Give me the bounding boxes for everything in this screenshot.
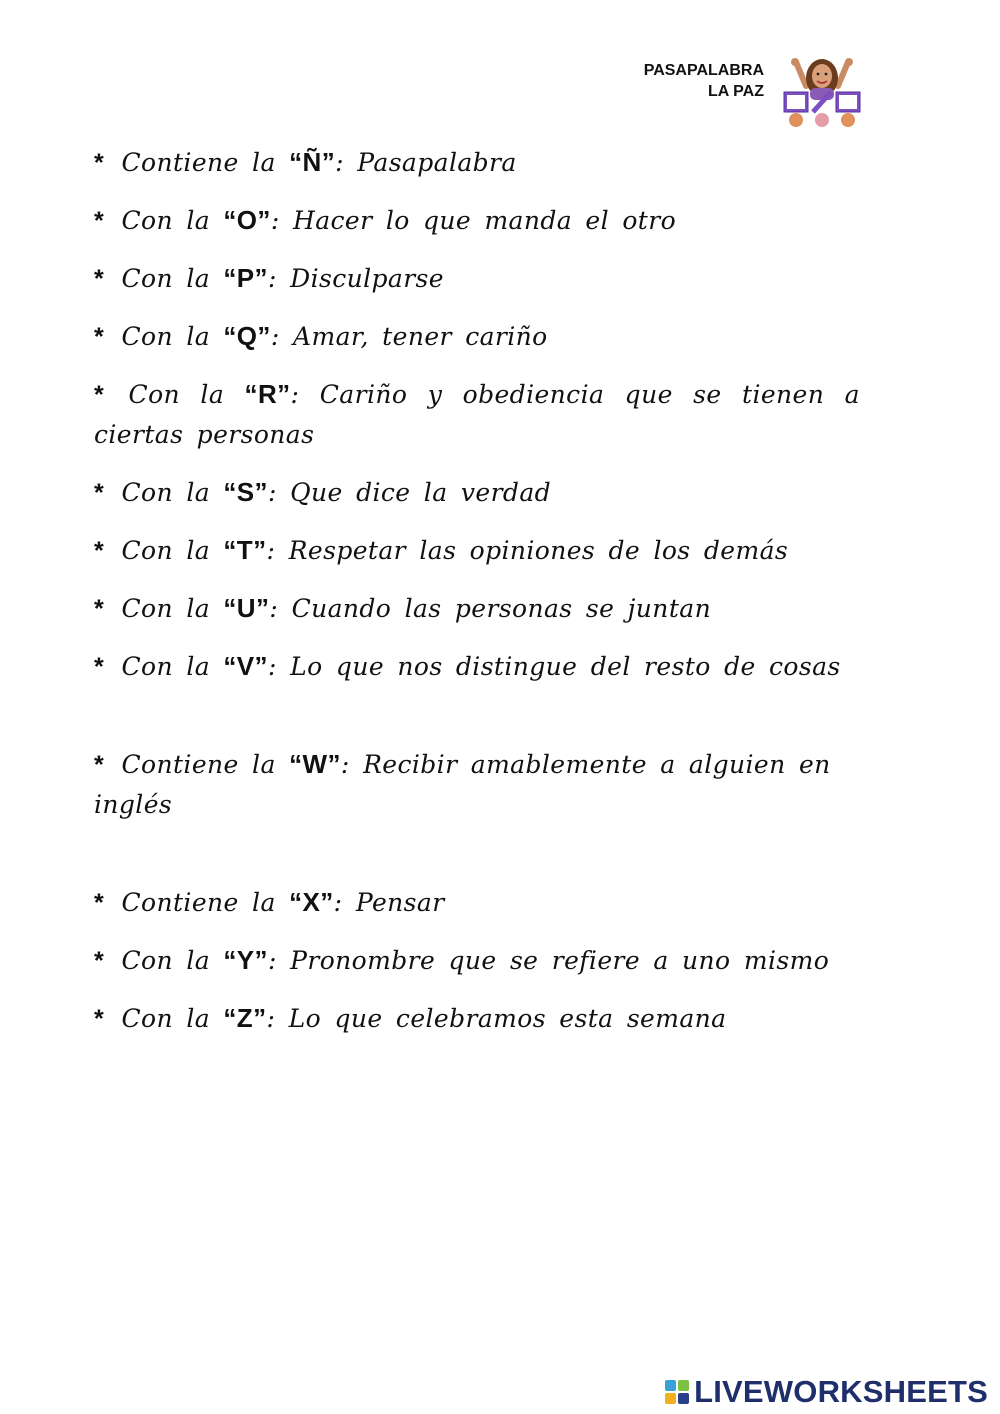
bullet-asterisk: * <box>94 595 105 623</box>
clue-letter: “Ñ” <box>289 147 336 177</box>
clue-prefix: Con la <box>121 322 211 351</box>
clue-text: Amar, tener cariño <box>293 322 548 351</box>
clue-text: Respetar las opiniones de los demás <box>288 536 789 565</box>
clue-text: Que dice la verdad <box>290 478 552 507</box>
header-title: PASAPALABRA <box>643 62 764 79</box>
clue-separator: : <box>340 750 350 779</box>
bullet-asterisk: * <box>94 889 105 917</box>
clue-letter: “R” <box>244 379 291 409</box>
clue-letter: “U” <box>223 593 270 623</box>
clue-separator: : <box>267 478 277 507</box>
bullet-asterisk: * <box>94 479 105 507</box>
clue-text: Recibir amablemente a alguien en inglés <box>94 750 831 819</box>
clue-list <box>94 142 860 1056</box>
bullet-asterisk: * <box>94 323 105 351</box>
clue-text: Cuando las personas se juntan <box>291 594 712 623</box>
clue-separator: : <box>270 322 280 351</box>
bullet-asterisk: * <box>94 537 105 565</box>
clue-text: Lo que nos distingue del resto de cosas <box>290 652 841 681</box>
clue-item <box>94 998 860 1039</box>
clue-item <box>94 142 860 183</box>
clue-letter: “V” <box>223 651 268 681</box>
clue-separator: : <box>267 652 277 681</box>
clue-item <box>94 316 860 357</box>
bullet-asterisk: * <box>94 207 105 235</box>
clue-item <box>94 200 860 241</box>
clue-prefix: Con la <box>121 536 211 565</box>
clue-item <box>94 744 860 825</box>
clue-text: Lo que celebramos esta semana <box>288 1004 727 1033</box>
clue-separator: : <box>335 148 344 177</box>
clue-prefix: Con la <box>128 380 225 409</box>
bullet-asterisk: * <box>94 265 105 293</box>
clue-letter: “O” <box>223 205 271 235</box>
bullet-asterisk: * <box>94 1005 105 1033</box>
clue-prefix: Con la <box>121 1004 211 1033</box>
clue-text: Pronombre que se refiere a uno mismo <box>290 946 830 975</box>
clue-item <box>94 258 860 299</box>
clue-prefix: Con la <box>121 946 211 975</box>
clue-separator: : <box>266 1004 276 1033</box>
clue-text: Pensar <box>355 888 445 917</box>
clue-separator: : <box>290 380 300 409</box>
bitmoji-woman-cheering-icon <box>782 56 862 128</box>
clue-prefix: Con la <box>121 264 211 293</box>
clue-letter: “Z” <box>223 1003 267 1033</box>
clue-letter: “S” <box>223 477 268 507</box>
liveworksheets-brand: LIVEWORKSHEETS <box>694 1374 988 1409</box>
bullet-asterisk: * <box>94 751 105 779</box>
clue-item <box>94 530 860 571</box>
clue-item <box>94 472 860 513</box>
liveworksheets-logo-icon <box>664 1379 690 1405</box>
clue-prefix: Contiene la <box>121 888 276 917</box>
clue-separator: : <box>270 206 280 235</box>
clue-letter: “P” <box>223 263 268 293</box>
clue-separator: : <box>266 536 276 565</box>
clue-text: Pasapalabra <box>357 148 517 177</box>
clue-prefix: Con la <box>121 652 211 681</box>
header-subtitle: LA PAZ <box>708 83 764 100</box>
clue-prefix: Con la <box>121 206 211 235</box>
clue-separator: : <box>267 946 277 975</box>
clue-letter: “X” <box>289 887 334 917</box>
worksheet-header <box>644 60 764 102</box>
bullet-asterisk: * <box>94 149 105 177</box>
clue-letter: “W” <box>289 749 341 779</box>
clue-prefix: Con la <box>121 478 211 507</box>
bullet-asterisk: * <box>94 381 105 409</box>
clue-item <box>94 374 860 455</box>
clue-item <box>94 646 860 687</box>
clue-prefix: Contiene la <box>121 148 276 177</box>
clue-item <box>94 882 860 923</box>
clue-item <box>94 940 860 981</box>
bullet-asterisk: * <box>94 947 105 975</box>
clue-text: Hacer lo que manda el otro <box>293 206 677 235</box>
clue-prefix: Contiene la <box>121 750 276 779</box>
liveworksheets-footer <box>664 1374 988 1410</box>
clue-separator: : <box>333 888 343 917</box>
clue-text: Cariño y obediencia que se tienen a ciertas personas <box>94 380 860 449</box>
clue-letter: “T” <box>223 535 267 565</box>
clue-prefix: Con la <box>121 594 211 623</box>
bullet-asterisk: * <box>94 653 105 681</box>
clue-separator: : <box>269 594 279 623</box>
clue-letter: “Y” <box>223 945 268 975</box>
clue-item <box>94 588 860 629</box>
clue-letter: “Q” <box>223 321 271 351</box>
clue-separator: : <box>267 264 277 293</box>
clue-text: Disculparse <box>290 264 444 293</box>
